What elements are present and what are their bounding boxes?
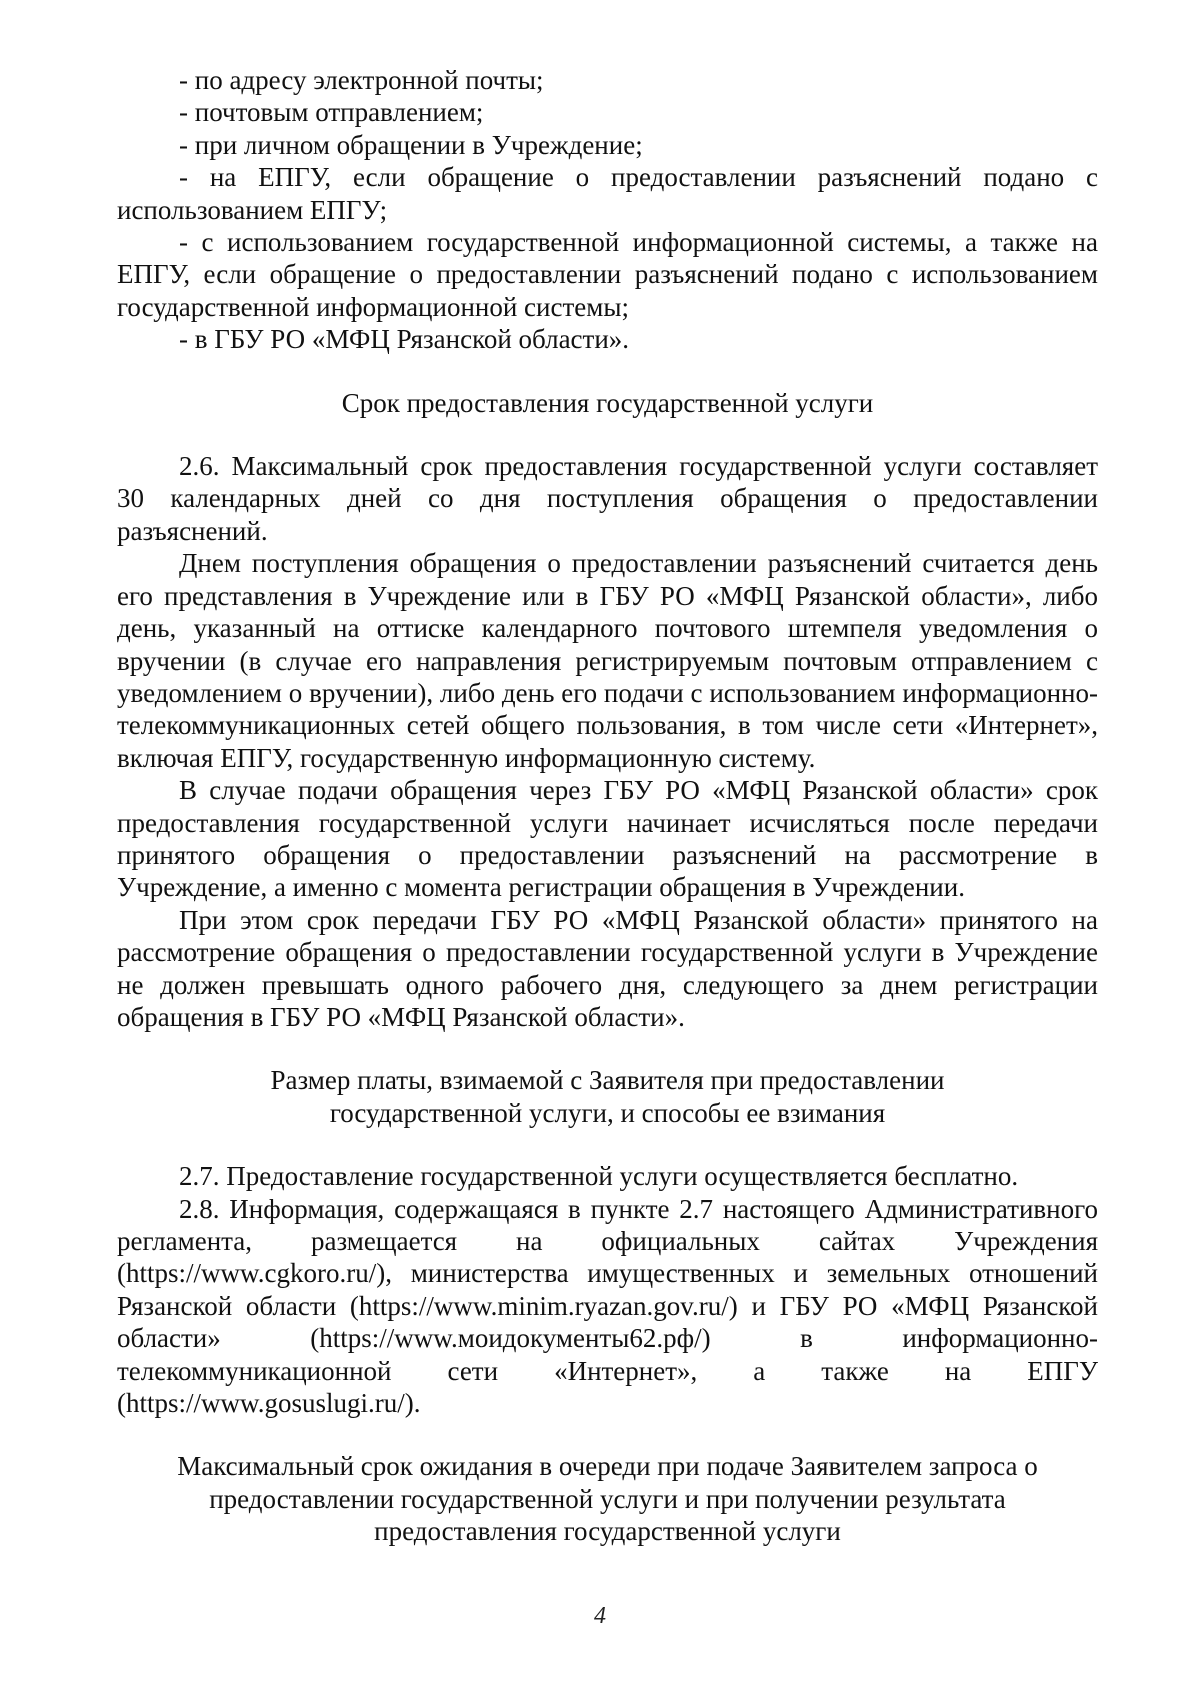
paragraph-2-7: 2.7. Предоставление государственной услуги осуществляется бесплатно. — [179, 1161, 1019, 1192]
heading-line: Максимальный срок ожидания в очереди при подаче Заявителем запроса о — [177, 1451, 1038, 1482]
list-item: - с использованием государственной информационной системы, а также на ЕПГУ, если обращение о предоставлении разъяснений подано с использованием государственной информационной системы; — [117, 227, 1098, 322]
list-item: - на ЕПГУ, если обращение о предоставлении разъяснений подано с использованием ЕПГУ; — [117, 162, 1098, 225]
paragraph-2-8: 2.8. Информация, содержащаяся в пункте 2.7 настоящего Административного регламента, размещается на официальных сайтах Учреждения (https://www.cgkoro.ru/), министерства имущественных и земельных отношений Рязанской области (https://www.minim.ryazan.gov.ru/) и ГБУ РО «МФЦ Рязанской области» (https://www.моидокументы62.рф/) в информационно-телекоммуникационной сети «Интернет», а также на ЕПГУ (https://www.gosuslugi.ru/). — [117, 1193, 1098, 1419]
document-body — [117, 64, 1098, 1548]
section-heading-term: Срок предоставления государственной услуги — [341, 387, 874, 418]
page-number: 4 — [594, 1603, 606, 1629]
heading-line: Размер платы, взимаемой с Заявителя при предоставлении — [270, 1065, 945, 1096]
list-item: - почтовым отправлением; — [179, 97, 484, 128]
heading-line: предоставлении государственной услуги и при получении результата — [209, 1483, 1006, 1514]
paragraph-2-6: 2.6. Максимальный срок предоставления государственной услуги составляет 30 календарных дней со дня поступления обращения о предоставлении разъяснений. — [117, 451, 1098, 546]
paragraph-transfer-term: При этом срок передачи ГБУ РО «МФЦ Рязанской области» принятого на рассмотрение обращения о предоставлении государственной услуги в Учреждение не должен превышать одного рабочего дня, следующего за днем регистрации обращения в ГБУ РО «МФЦ Рязанской области». — [117, 904, 1098, 1032]
list-item: - при личном обращении в Учреждение; — [179, 129, 643, 160]
list-item: - по адресу электронной почты; — [179, 65, 544, 95]
paragraph-mfc-submission: В случае подачи обращения через ГБУ РО «МФЦ Рязанской области» срок предоставления государственной услуги начинает исчисляться после передачи принятого обращения о предоставлении разъяснений на рассмотрение в Учреждение, а именно с момента регистрации обращения в Учреждении. — [117, 775, 1098, 903]
section-heading-queue — [117, 1450, 1098, 1547]
paragraph-receipt-day: Днем поступления обращения о предоставлении разъяснений считается день его представления в Учреждение или в ГБУ РО «МФЦ Рязанской области», либо день, указанный на оттиске календарного почтового штемпеля уведомления о вручении (в случае его направления регистрируемым почтовым отправлением с уведомлением о вручении), либо день его подачи с использованием информационно-телекоммуникационных сетей общего пользования, в том числе сети «Интернет», включая ЕПГУ, государственную информационную систему. — [117, 548, 1098, 773]
heading-line: предоставления государственной услуги — [374, 1516, 841, 1547]
heading-line: государственной услуги, и способы ее взимания — [329, 1097, 886, 1128]
list-item: - в ГБУ РО «МФЦ Рязанской области». — [179, 324, 630, 355]
section-heading-fee — [117, 1064, 1098, 1129]
